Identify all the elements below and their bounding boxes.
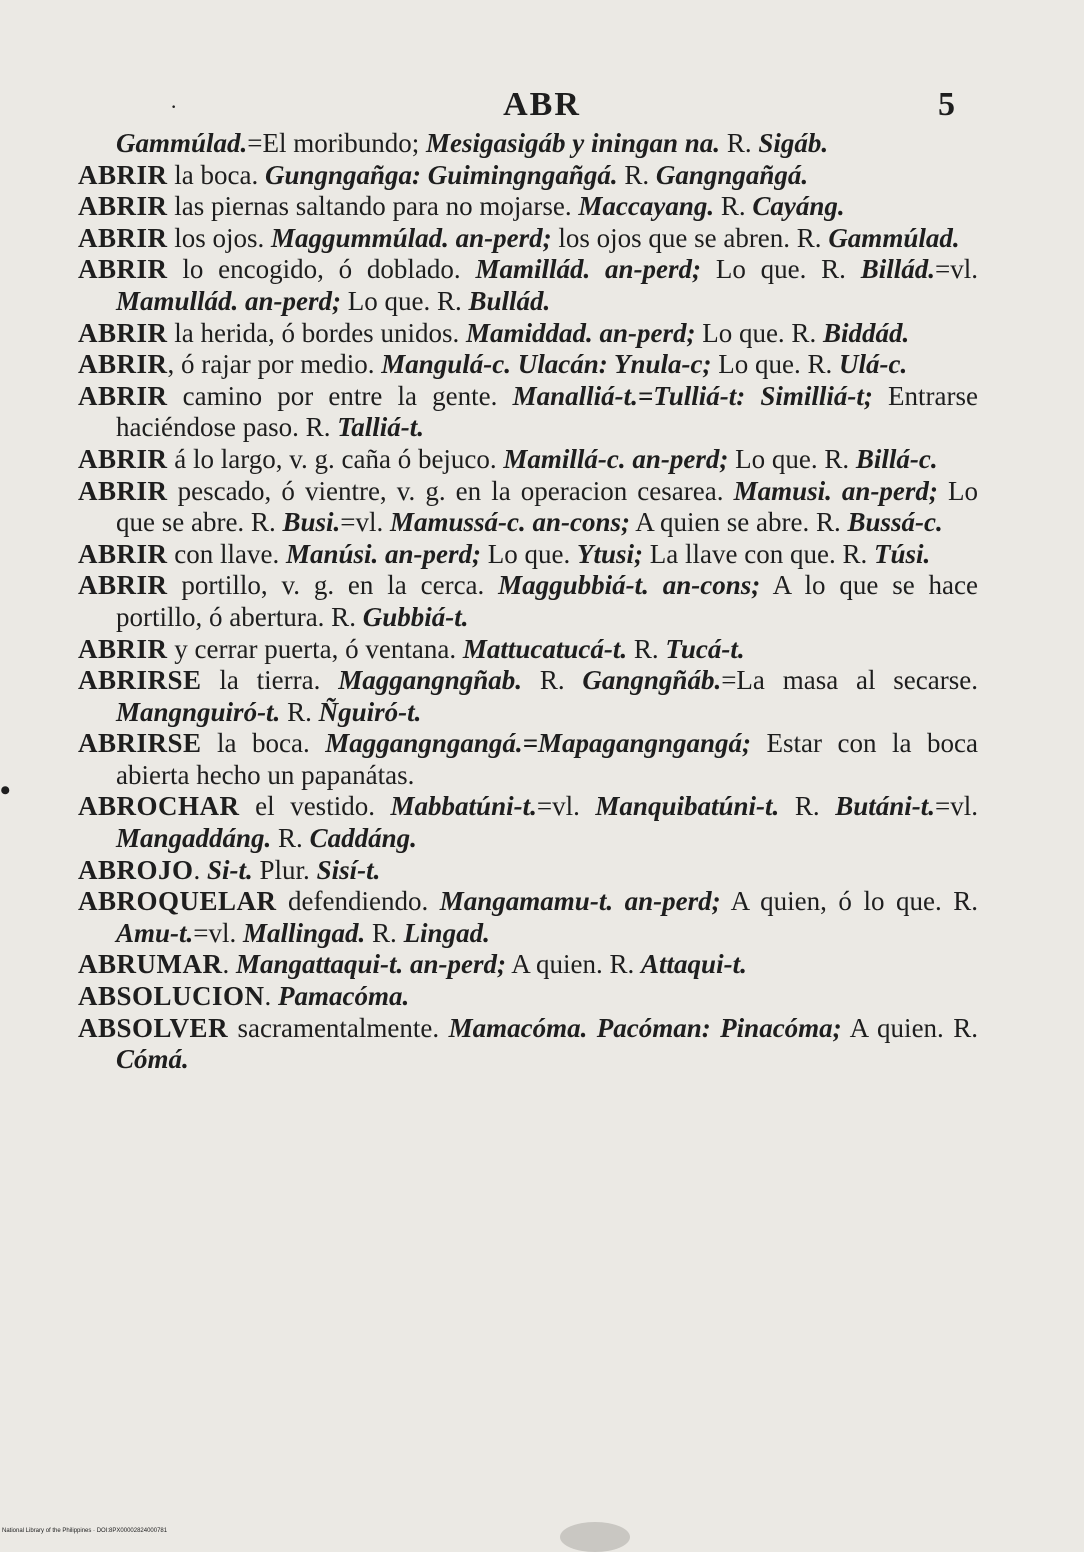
- dictionary-entry: [78, 1013, 978, 1076]
- headword: ABRIR: [78, 570, 168, 601]
- ibanag-term: Si-t.: [207, 854, 253, 885]
- definition-text: las piernas saltando para no mojarse.: [167, 191, 579, 222]
- definition-text: Estar con la boca abierta hecho un papanátas.: [116, 728, 979, 790]
- definition-text: defendiendo.: [276, 886, 440, 917]
- definition-text: A quien. R.: [841, 1012, 978, 1043]
- definition-text: =vl.: [340, 507, 390, 538]
- definition-text: pescado, ó vientre, v. g. en la operacion cesarea.: [167, 475, 734, 506]
- dictionary-entry: [78, 349, 978, 381]
- dictionary-entry: [78, 381, 978, 444]
- margin-mark: •: [0, 774, 11, 807]
- ibanag-term: Mamullád. an-perd;: [116, 285, 342, 316]
- headword: ABRIRSE: [78, 728, 202, 759]
- definition-text: portillo, v. g. en la cerca.: [167, 570, 499, 601]
- ibanag-term: Cayáng.: [752, 191, 845, 222]
- definition-text: A quien. R.: [506, 949, 642, 980]
- definition-text: R.: [271, 823, 310, 854]
- ibanag-term: Maggummúlad. an-perd;: [271, 222, 552, 253]
- ibanag-term: Mamillád. an-perd;: [475, 254, 702, 285]
- dictionary-entry: [78, 981, 978, 1013]
- headword: ABRIR: [78, 191, 168, 222]
- ibanag-term: Sigáb.: [758, 128, 829, 158]
- dictionary-entry: [78, 128, 978, 160]
- ibanag-term: Mangnguiró-t.: [116, 696, 281, 727]
- definition-text: Lo que. R.: [728, 443, 856, 474]
- definition-text: la herida, ó bordes unidos.: [167, 317, 466, 348]
- ibanag-term: Mallingad.: [243, 917, 366, 948]
- ibanag-term: Manalliá-t.=Tulliá-t: Similliá-t;: [512, 380, 873, 411]
- dictionary-entry: [78, 634, 978, 666]
- definition-text: sacramentalmente.: [228, 1012, 449, 1043]
- ibanag-term: Bullád.: [468, 285, 551, 316]
- headword: ABROCHAR: [78, 791, 240, 822]
- running-head: ABR: [503, 86, 581, 123]
- definition-text: R.: [720, 128, 759, 158]
- headword: ABRIRSE: [78, 665, 202, 696]
- headword: ABRIR: [78, 159, 168, 190]
- ibanag-term: Pamacóma.: [278, 981, 410, 1012]
- ibanag-term: Bussá-c.: [847, 507, 943, 538]
- definition-text: Lo que.: [481, 538, 578, 569]
- ibanag-term: Amu-t.: [116, 917, 194, 948]
- definition-text: =vl.: [536, 791, 596, 822]
- definition-text: A quien, ó lo que. R.: [720, 886, 978, 917]
- definition-text: la tierra.: [201, 665, 339, 696]
- definition-text: , ó rajar por medio.: [167, 349, 382, 380]
- definition-text: Lo que se abre. R.: [116, 475, 978, 538]
- definition-text: R.: [617, 159, 656, 190]
- ibanag-term: Cómá.: [116, 1044, 189, 1075]
- ibanag-term: Maggubbiá-t. an-cons;: [498, 570, 761, 601]
- definition-text: R.: [365, 917, 404, 948]
- definition-text: =vl.: [935, 254, 978, 285]
- dictionary-entry: [78, 444, 978, 476]
- headword: ABSOLUCION: [78, 981, 265, 1012]
- dictionary-entry: [78, 886, 978, 949]
- ibanag-term: Gubbiá-t.: [362, 601, 469, 632]
- dictionary-entry: [78, 539, 978, 571]
- definition-text: el vestido.: [239, 791, 391, 822]
- definition-text: Entrarse haciéndose paso. R.: [116, 380, 978, 443]
- definition-text: la boca.: [167, 159, 265, 190]
- definition-text: R.: [779, 791, 836, 822]
- ibanag-term: Mamacóma. Pacóman: Pinacóma;: [448, 1012, 842, 1043]
- dictionary-entry: [78, 665, 978, 728]
- headword: ABRIR: [78, 443, 168, 474]
- ibanag-term: Maggangngangá.=Mapagangngangá;: [325, 728, 752, 759]
- headword: ABRIR: [78, 538, 168, 569]
- headword: ABRIR: [78, 475, 168, 506]
- ibanag-term: Attaqui-t.: [641, 949, 747, 980]
- ibanag-term: Mangamamu-t. an-perd;: [439, 886, 721, 917]
- definition-text: la boca.: [201, 728, 326, 759]
- headword: ABRIR: [78, 317, 168, 348]
- definition-text: R.: [522, 665, 583, 696]
- ibanag-term: Ñguiró-t.: [318, 696, 422, 727]
- definition-text: lo encogido, ó doblado.: [167, 254, 476, 285]
- ibanag-term: Túsi.: [873, 538, 931, 569]
- ibanag-term: Gungngañga: Guimingngañgá.: [264, 159, 618, 190]
- ibanag-term: Billá-c.: [855, 443, 938, 474]
- ibanag-term: Mesigasigáb y iningan na.: [426, 128, 721, 158]
- scan-footer: National Library of the Philippines · DOI:8PX00002824000781: [2, 1528, 168, 1534]
- dictionary-entry: [78, 160, 978, 192]
- dictionary-entry: [78, 570, 978, 633]
- definition-text: Lo que. R.: [341, 285, 469, 316]
- definition-text: á lo largo, v. g. caña ó bejuco.: [167, 443, 504, 474]
- ibanag-term: Mabbatúni-t.: [390, 791, 537, 822]
- definition-text: =vl.: [193, 917, 244, 948]
- headword: ABRIR: [78, 222, 168, 253]
- definition-text: R.: [280, 696, 319, 727]
- header-dot: ·: [170, 94, 178, 119]
- definition-text: los ojos que se abren. R.: [551, 222, 829, 253]
- ibanag-term: Mattucatucá-t.: [462, 633, 628, 664]
- ibanag-term: Mamillá-c. an-perd;: [503, 443, 729, 474]
- headword: ABSOLVER: [78, 1012, 229, 1043]
- ibanag-term: Mamussá-c. an-cons;: [389, 507, 631, 538]
- ibanag-term: Maccayang.: [578, 191, 715, 222]
- headword: ABRUMAR: [78, 949, 223, 980]
- ibanag-term: Caddáng.: [309, 823, 417, 854]
- definition-text: A quien se abre. R.: [630, 507, 848, 538]
- definition-text: =El moribundo;: [247, 128, 426, 158]
- headword: ABROQUELAR: [78, 886, 277, 917]
- definition-text: Lo que. R.: [711, 349, 839, 380]
- page-number: 5: [938, 86, 955, 123]
- definition-text: .: [193, 854, 208, 885]
- definition-text: Lo que. R.: [701, 254, 861, 285]
- headword: ABRIR: [78, 349, 168, 380]
- definition-text: .: [264, 981, 279, 1012]
- dictionary-entries: [78, 128, 978, 1076]
- scan-smudge: [560, 1522, 630, 1552]
- ibanag-term: Tucá-t.: [665, 633, 745, 664]
- definition-text: con llave.: [167, 538, 286, 569]
- page-header: [0, 88, 1084, 128]
- ibanag-term: Manúsi. an-perd;: [285, 538, 482, 569]
- ibanag-term: Billád.: [860, 254, 935, 285]
- dictionary-entry: [78, 476, 978, 539]
- ibanag-term: Mangattaqui-t. an-perd;: [236, 949, 507, 980]
- ibanag-term: Lingad.: [403, 917, 490, 948]
- definition-text: los ojos.: [167, 222, 272, 253]
- ibanag-term: Mangulá-c. Ulacán: Ynula-c;: [381, 349, 712, 380]
- definition-text: y cerrar puerta, ó ventana.: [167, 633, 463, 664]
- headword: ABROJO: [78, 854, 194, 885]
- ibanag-term: Gammúlad.: [828, 222, 960, 253]
- dictionary-entry: [78, 254, 978, 317]
- headword: ABRIR: [78, 254, 168, 285]
- definition-text: A lo que se hace portillo, ó abertura. R.: [116, 570, 979, 632]
- definition-text: La llave con que. R.: [643, 538, 874, 569]
- dictionary-entry: [78, 728, 978, 791]
- ibanag-term: Gangngañgá.: [655, 159, 809, 190]
- ibanag-term: Busi.: [282, 507, 341, 538]
- dictionary-entry: [78, 191, 978, 223]
- ibanag-term: Ulá-c.: [838, 349, 908, 380]
- ibanag-term: Biddád.: [822, 317, 910, 348]
- ibanag-term: Maggangngñab.: [338, 665, 522, 696]
- ibanag-term: Ytusi;: [577, 538, 644, 569]
- definition-text: =La masa al secarse.: [721, 665, 978, 696]
- dictionary-entry: [78, 855, 978, 887]
- definition-text: =vl.: [935, 791, 978, 822]
- dictionary-entry: [78, 791, 978, 854]
- headword: ABRIR: [78, 633, 168, 664]
- definition-text: camino por entre la gente.: [167, 380, 513, 411]
- ibanag-term: Mamusi. an-perd;: [733, 475, 938, 506]
- ibanag-term: Talliá-t.: [337, 412, 424, 443]
- ibanag-term: Gammúlad.: [116, 128, 248, 158]
- definition-text: R.: [627, 633, 666, 664]
- dictionary-entry: [78, 949, 978, 981]
- ibanag-term: Mangaddáng.: [116, 823, 272, 854]
- dictionary-entry: [78, 318, 978, 350]
- ibanag-term: Sisí-t.: [316, 854, 381, 885]
- definition-text: Lo que. R.: [695, 317, 823, 348]
- ibanag-term: Mamiddad. an-perd;: [465, 317, 696, 348]
- ibanag-term: Manquibatúni-t.: [595, 791, 780, 822]
- ibanag-term: Butáni-t.: [835, 791, 936, 822]
- definition-text: Plur.: [252, 854, 317, 885]
- definition-text: .: [222, 949, 236, 980]
- ibanag-term: Gangngñáb.: [582, 665, 722, 696]
- dictionary-entry: [78, 223, 978, 255]
- definition-text: R.: [714, 191, 753, 222]
- headword: ABRIR: [78, 380, 168, 411]
